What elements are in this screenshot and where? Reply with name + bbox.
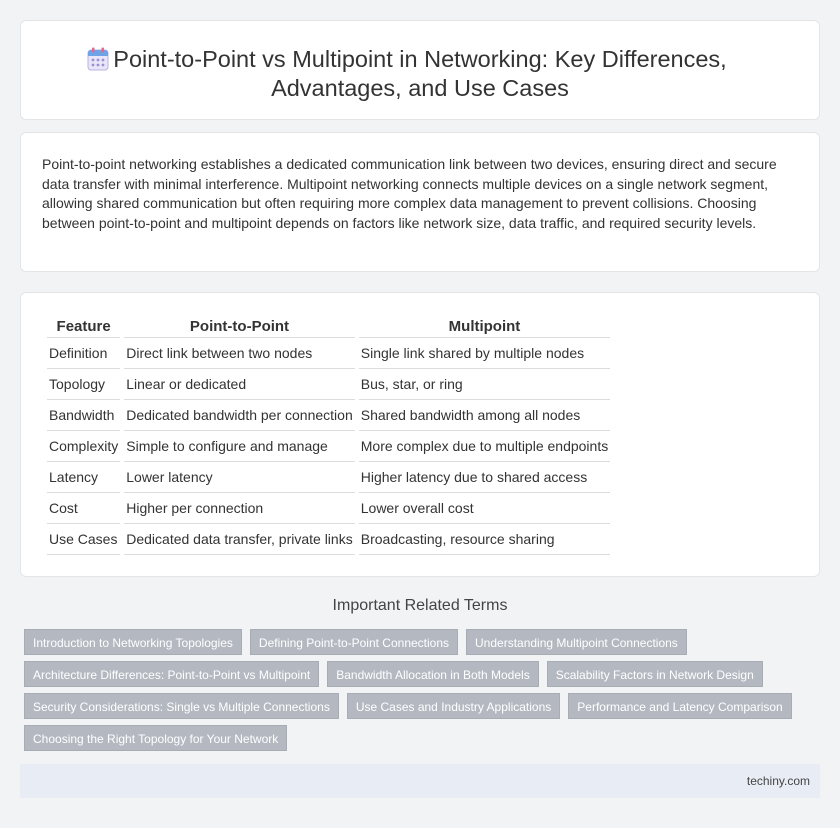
intro-card xyxy=(20,132,820,272)
point-to-point-cell: Linear or dedicated xyxy=(124,369,355,400)
point-to-point-cell: Dedicated bandwidth per connection xyxy=(124,400,355,431)
feature-cell: Bandwidth xyxy=(47,400,120,431)
table-header-row xyxy=(47,313,610,338)
related-term-tag[interactable]: Choosing the Right Topology for Your Network xyxy=(24,725,287,751)
header-card xyxy=(20,20,820,120)
related-term-tag[interactable]: Defining Point-to-Point Connections xyxy=(250,629,458,655)
column-header-multipoint: Multipoint xyxy=(359,313,610,338)
table-row xyxy=(47,493,610,524)
column-header-feature: Feature xyxy=(47,313,120,338)
multipoint-cell: More complex due to multiple endpoints xyxy=(359,431,610,462)
related-term-tag[interactable]: Use Cases and Industry Applications xyxy=(347,693,560,719)
point-to-point-cell: Simple to configure and manage xyxy=(124,431,355,462)
multipoint-cell: Shared bandwidth among all nodes xyxy=(359,400,610,431)
table-row xyxy=(47,462,610,493)
comparison-table xyxy=(43,313,614,555)
related-term-tag[interactable]: Bandwidth Allocation in Both Models xyxy=(327,661,538,687)
multipoint-cell: Bus, star, or ring xyxy=(359,369,610,400)
page-title-line2: Advantages, and Use Cases xyxy=(271,75,569,101)
point-to-point-cell: Lower latency xyxy=(124,462,355,493)
column-header-point-to-point: Point-to-Point xyxy=(124,313,355,338)
point-to-point-cell: Dedicated data transfer, private links xyxy=(124,524,355,555)
feature-cell: Use Cases xyxy=(47,524,120,555)
feature-cell: Complexity xyxy=(47,431,120,462)
related-terms-title: Important Related Terms xyxy=(332,597,508,614)
table-row xyxy=(47,431,610,462)
footer-site-link[interactable]: techiny.com xyxy=(746,774,810,788)
multipoint-cell: Higher latency due to shared access xyxy=(359,462,610,493)
table-row xyxy=(47,400,610,431)
table-row xyxy=(47,338,610,369)
point-to-point-cell: Higher per connection xyxy=(124,493,355,524)
feature-cell: Cost xyxy=(47,493,120,524)
related-term-tag[interactable]: Scalability Factors in Network Design xyxy=(547,661,763,687)
feature-cell: Latency xyxy=(47,462,120,493)
intro-paragraph: Point-to-point networking establishes a dedicated communication link between two devices, ensuring direct and secure data transfer with minimal interference. Multipoint networking connects multiple devices on a single network segment, allowing shared communication but often requiring more complex data management to prevent collisions. Choosing between point-to-point and multipoint depends on factors like network size, data traffic, and required security levels. xyxy=(42,156,777,231)
page-title-line1: Point-to-Point vs Multipoint in Networking: Key Differences, xyxy=(113,46,727,72)
multipoint-cell: Broadcasting, resource sharing xyxy=(359,524,610,555)
page-title xyxy=(21,45,819,103)
related-term-tag[interactable]: Security Considerations: Single vs Multiple Connections xyxy=(24,693,339,719)
related-term-tag[interactable]: Understanding Multipoint Connections xyxy=(466,629,687,655)
related-term-tag[interactable]: Introduction to Networking Topologies xyxy=(24,629,242,655)
related-terms-list xyxy=(22,627,812,755)
footer xyxy=(20,764,820,798)
related-term-tag[interactable]: Architecture Differences: Point-to-Point vs Multipoint xyxy=(24,661,319,687)
multipoint-cell: Lower overall cost xyxy=(359,493,610,524)
table-row xyxy=(47,369,610,400)
comparison-table-card xyxy=(20,292,820,577)
feature-cell: Topology xyxy=(47,369,120,400)
table-row xyxy=(47,524,610,555)
multipoint-cell: Single link shared by multiple nodes xyxy=(359,338,610,369)
point-to-point-cell: Direct link between two nodes xyxy=(124,338,355,369)
feature-cell: Definition xyxy=(47,338,120,369)
related-term-tag[interactable]: Performance and Latency Comparison xyxy=(568,693,791,719)
